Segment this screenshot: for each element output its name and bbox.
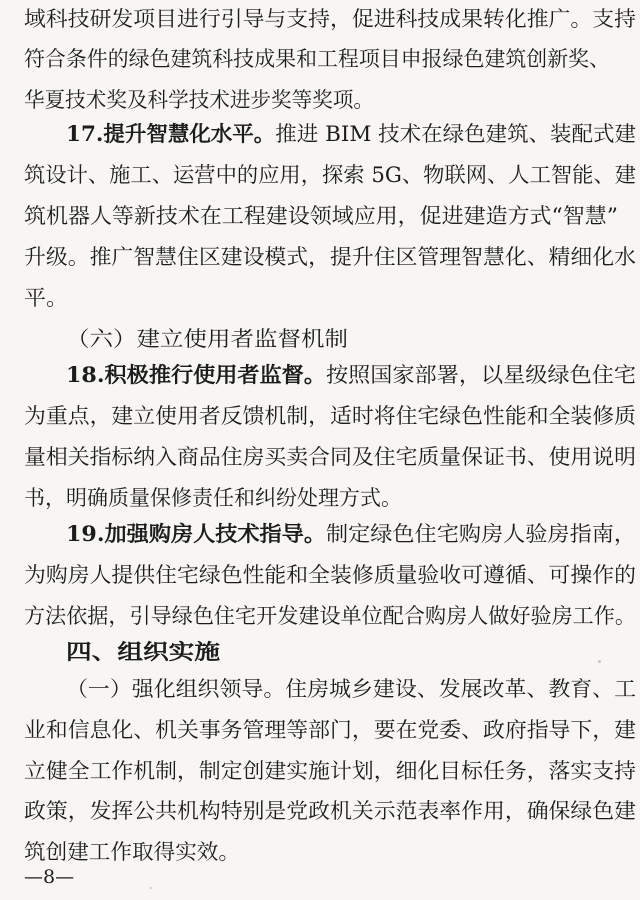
- paragraph-text: 政策，发挥公共机构特别是党政机关示范表率作用，确保绿色建: [24, 799, 636, 823]
- paragraph-text: 域科技研发项目进行引导与支持，促进科技成果转化推广。支持: [24, 7, 636, 31]
- text-line: [24, 759, 640, 783]
- text-line: [24, 88, 640, 112]
- paragraph-text: 方法依据，引导绿色住宅开发建设单位配合购房人做好验房工作。: [24, 604, 636, 628]
- text-line: [66, 363, 640, 387]
- paragraph-text: 符合条件的绿色建筑科技成果和工程项目申报绿色建筑创新奖、: [24, 47, 611, 71]
- bold-heading-text: 19.加强购房人技术指导。: [66, 522, 326, 546]
- text-line: [66, 640, 640, 664]
- paragraph-text: 为重点，建立使用者反馈机制，适时将住宅绿色性能和全装修质: [24, 404, 636, 428]
- text-line: [24, 799, 640, 823]
- text-line: [24, 47, 640, 71]
- paragraph-text: 升级。推广智慧住区建设模式，提升住区管理智慧化、精细化水: [24, 245, 636, 269]
- text-line: [24, 163, 640, 187]
- text-line: [24, 563, 640, 587]
- text-line: [24, 286, 640, 310]
- paragraph-text: （一）强化组织领导。住房城乡建设、发展改革、教育、工: [66, 677, 637, 701]
- paragraph-text: 书，明确质量保修责任和纠纷处理方式。: [24, 486, 402, 510]
- paragraph-text: （六）建立使用者监督机制: [66, 327, 348, 351]
- paragraph-text: 筑机器人等新技术在工程建设领域应用，促进建造方式“智慧”: [24, 204, 618, 228]
- paragraph-text: 立健全工作机制，制定创建实施计划，细化目标任务，落实支持: [24, 759, 636, 783]
- paragraph-text: 按照国家部署，以星级绿色住宅: [325, 363, 637, 387]
- text-line: [24, 445, 640, 469]
- bold-heading-text: 四、组织实施: [66, 640, 220, 664]
- bold-heading-text: 17.提升智慧化水平。: [66, 122, 276, 146]
- text-line: [24, 7, 640, 31]
- text-line: [24, 245, 640, 269]
- paragraph-text: 华夏技术奖及科学技术进步奖等奖项。: [24, 88, 375, 112]
- text-line: [24, 840, 640, 864]
- paragraph-text: 筑创建工作取得实效。: [24, 840, 241, 864]
- scan-speck: [150, 887, 152, 889]
- paragraph-text: 制定绿色住宅购房人验房指南，: [325, 522, 637, 546]
- text-line: [66, 677, 640, 701]
- text-line: [66, 122, 640, 146]
- bold-heading-text: 18.积极推行使用者监督。: [66, 363, 326, 387]
- paragraph-text: 为购房人提供住宅绿色性能和全装修质量验收可遵循、可操作的: [24, 563, 636, 587]
- paragraph-text: 筑设计、施工、运营中的应用，探索 5G、物联网、人工智能、建: [24, 163, 637, 187]
- paragraph-text: 平。: [24, 286, 68, 310]
- paragraph-text: 量相关指标纳入商品住房买卖合同及住宅质量保证书、使用说明: [24, 445, 636, 469]
- text-line: [24, 204, 640, 228]
- page-number: —8—: [24, 866, 75, 888]
- scan-speck: [598, 660, 601, 663]
- text-line: [24, 486, 640, 510]
- paragraph-text: 业和信息化、机关事务管理等部门，要在党委、政府指导下，建: [24, 718, 636, 742]
- text-line: [66, 327, 640, 351]
- text-line: [24, 718, 640, 742]
- paragraph-text: 推进 BIM 技术在绿色建筑、装配式建: [275, 122, 637, 146]
- text-line: [66, 522, 640, 546]
- text-line: [24, 604, 640, 628]
- text-line: [24, 404, 640, 428]
